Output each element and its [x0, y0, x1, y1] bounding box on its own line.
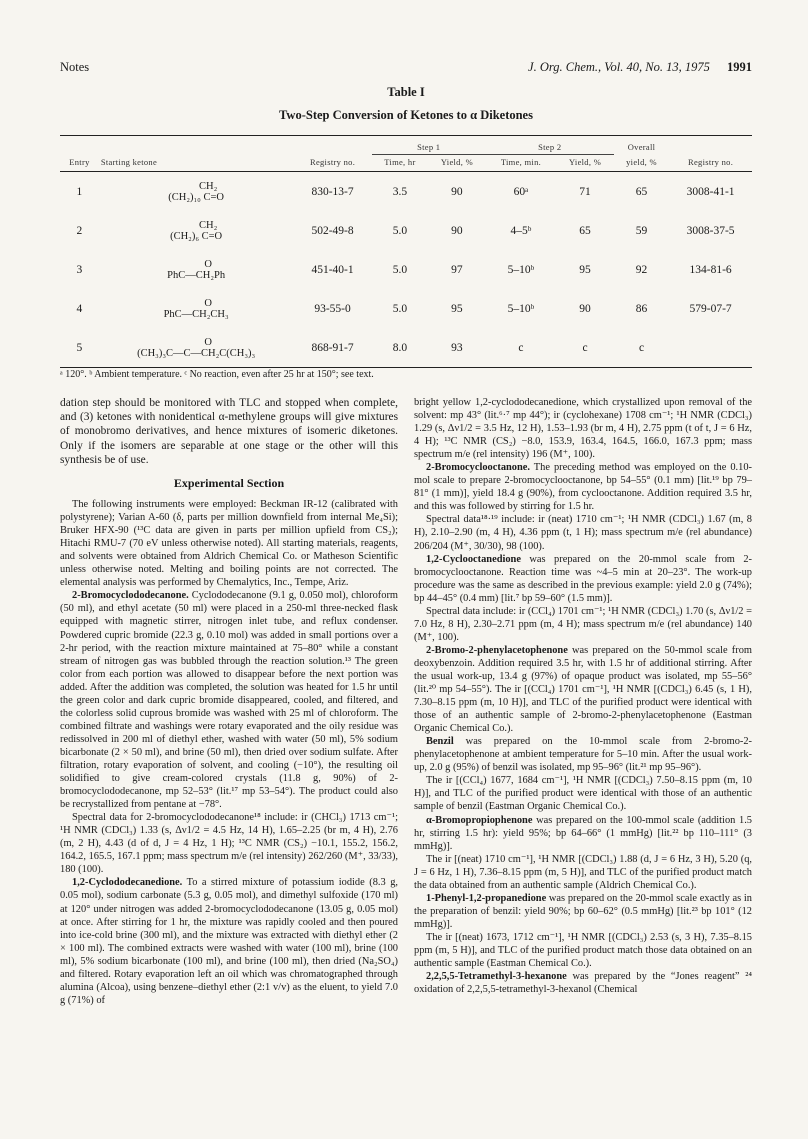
table-footnote: ᵃ 120°. ᵇ Ambient temperature. ᶜ No reaction, even after 25 hr at 150°; see text. — [60, 367, 752, 380]
paragraph: bright yellow 1,2-cyclododecanedione, which crystallized upon removal of the solvent: mp 43° (lit.⁶·⁷ mp 44°); ir (cyclohexane) 1708 cm⁻¹; ¹H NMR (CDCl₃) 1.29 (s, Δν1/2 = 3.5 Hz, 12 H), 1.53–1.93 (br m, 4 H), 2.75 ppm (t of t, J = 6 Hz, 4 H); ¹³C NMR (CS₂) −8.0, 153.9, 163.4, 164.5, 166.0, 167.3 ppm; mass spectrum m/e (rel intensity) 196 (M⁺, 100). — [414, 397, 752, 461]
paragraph: Spectral data¹⁸·¹⁹ include: ir (neat) 1710 cm⁻¹; ¹H NMR (CDCl₃) 1.67 (m, 8 H), 2.10–2.90 (m, 4 H), 4.36 ppm (t, 1 H); mass spectrum m/e (rel abundance) 206/204 (M⁺, 30/30), 98 (100). — [414, 514, 752, 552]
ketone-structure — [99, 328, 294, 367]
page-number: 1991 — [727, 60, 752, 74]
right-column — [414, 396, 752, 1007]
table-cell-y1: 97 — [451, 263, 463, 276]
compound-heading: 1-Phenyl-1,2-propanedione — [426, 892, 547, 904]
step2-header: Step 2 — [486, 136, 614, 155]
compound-heading: 1,2-Cyclododecanedione. — [72, 877, 183, 889]
paragraph: dation step should be monitored with TLC and stopped when complete, and (3) ketones with nonidentical α-methylene groups will give mixtures of monobromo derivatives, and hence mixtures of isomeric diketones. Only if the isomers are separable at one stage or the other will this synthesis be of use. — [60, 397, 398, 466]
table-cell-t1: 5.0 — [392, 224, 408, 237]
column-header: Yield, % — [556, 155, 614, 172]
table-cell-reg2 — [669, 328, 752, 367]
table-cell-overall: c — [638, 341, 645, 354]
compound-heading: 2-Bromocyclododecanone. — [72, 590, 189, 602]
table-cell-y2: 95 — [579, 263, 591, 276]
paragraph: The following instruments were employed: Beckman IR-12 (calibrated with polystyrene); Varian A-60 (δ, parts per million downfield from internal Me₄Si); Bruker HFX-90 (¹³C data are given in parts per million upfield from CS₂); Hitachi RMU-7 (70 eV unless otherwise noted). All starting materials, reagents, and solvents were obtained from Aldrich Chemical Co. or Matheson Scientific unless otherwise noted. Melting and boiling points are not corrected. The elemental analysis was performed by Chemalytics, Inc., Tempe, Ariz. — [60, 499, 398, 589]
column-header: Entry — [60, 155, 99, 172]
table-row — [60, 172, 752, 212]
table-cell-entry: 5 — [76, 341, 83, 354]
structure-formula: (CH₃)₃C—C—CH₂C(CH₃)₃ — [137, 347, 256, 359]
table-cell-overall: 59 — [635, 224, 648, 237]
table-cell-y2: c — [582, 341, 588, 354]
table-row — [60, 328, 752, 367]
table-cell-y1: 95 — [451, 302, 463, 315]
table-cell-entry: 3 — [76, 263, 83, 276]
table-cell-t1: 5.0 — [392, 263, 408, 276]
column-header: Registry no. — [669, 155, 752, 172]
table-cell-overall: 86 — [635, 302, 648, 315]
ketone-structure — [99, 211, 294, 250]
paragraph: Benzil was prepared on the 10-mmol scale from 2-bromo-2-phenylacetophenone at ambient temperature for 5–10 min. After the usual work-up, 2.0 g (95%) of benzil was isolated, mp 95–96° (lit.²¹ mp 95–96°). — [414, 736, 752, 774]
page-header — [60, 60, 752, 75]
column-header: Time, min. — [486, 155, 557, 172]
paragraph: The ir [(neat) 1710 cm⁻¹], ¹H NMR [(CDCl₃) 1.88 (d, J = 6 Hz, 3 H), 5.20 (q, J = 6 Hz, 1 H), 7.36–8.15 ppm (m, 5 H)], and TLC of the purified product match the data obtained from an authentic sample (Aldrich Chemical Co.). — [414, 853, 752, 891]
step1-header: Step 1 — [372, 136, 486, 155]
table-cell-reg: 830-13-7 — [311, 185, 354, 198]
paragraph: Spectral data include: ir (CCl₄) 1701 cm⁻¹; ¹H NMR (CDCl₃) 1.70 (s, Δν1/2 = 7.0 Hz, 8 H), 2.30–2.71 ppm (m, 4 H); mass spectrum m/e (rel abundance) 140 (M⁺, 100). — [414, 605, 752, 643]
compound-heading: 2,2,5,5-Tetramethyl-3-hexanone — [426, 971, 567, 983]
table-cell-y1: 90 — [451, 224, 463, 237]
compound-heading: α-Bromopropiophenone — [426, 814, 533, 826]
table-cell-y1: 93 — [451, 341, 463, 354]
table-cell-reg2: 134-81-6 — [689, 263, 732, 276]
compound-heading: 1,2-Cyclooctanedione — [426, 553, 521, 565]
paragraph: The ir [(neat) 1673, 1712 cm⁻¹], ¹H NMR [(CDCl₃) 2.53 (s, 3 H), 7.35–8.15 ppm (m, 5 H)], and TLC of the purified product match those data obtained on an authentic sample (Eastman Chemical Co.). — [414, 931, 752, 970]
structure-formula: (CH₂)₁₀ C=O — [168, 191, 224, 203]
paragraph: 1,2-Cyclododecanedione. To a stirred mixture of potassium iodide (8.3 g, 0.05 mol), sodium carbonate (5.3 g, 0.05 mol), and dimethyl sulfoxide (170 ml) at 120° under nitrogen was added 2-bromocyclododecanone (13.05 g, 0.05 mol) at once. After stirring for 1 hr, the mixture was rapidly cooled and then poured into ice-cold brine (300 ml), and the mixture was extracted with diethyl ether (2 × 100 ml). The combined extracts were washed with water (100 ml), brine (100 ml), 5% sodium bicarbonate (100 ml), and brine (100 ml), then dried (Na₂SO₄) and filtered. Rotary evaporation left an oil which was chromatographed through alumina (Alcoa), using benzene–diethyl ether (2:1 v/v) as the eluent, to yield 7.0 g (71%) of — [60, 877, 398, 1006]
table-cell-t2: 5–10ᵇ — [507, 302, 535, 315]
overall-header: Overall — [627, 142, 656, 153]
table-title: Two-Step Conversion of Ketones to α Diketones — [279, 108, 533, 122]
compound-heading: 2-Bromocyclooctanone. — [426, 462, 530, 474]
paragraph: 2-Bromocyclododecanone. Cyclododecanone (9.1 g, 0.050 mol), chloroform (50 ml), and ethyl acetate (50 ml) were placed in a 250-ml three-necked flask equipped with magnetic stirrer, nitrogen inlet tube, and reflux condenser. Powdered cupric bromide (22.3 g, 0.10 mol) was added in small portions over a 2-hr period, with the reaction mixture maintained at 75–80° while a constant stream of nitrogen gas was bubbled through the reaction solution.¹³ The green color from each portion was allowed to disappear before the next portion was added. After the addition was completed, the solution was heated for 1.5 hr until the green color and dark cupric bromide disappeared, cooled, and filtered, and the colorless solid cuprous bromide was washed with 25 ml of chloroform. The combined filtrate and washings were rotary evaporated and the oily residue was redissolved in 200 ml of diethyl ether, washed with water (50 ml), 5% sodium bicarbonate (2 × 50 ml), and brine (50 ml), then dried over sodium sulfate. After filtration, rotary evaporation of solvent, and cooling (−10°), the resulting oil solidified to give cream-colored crystals (11.8 g, 90%) of 2-bromocyclododecanone, mp 52–53° (lit.¹⁷ mp 53–54°). The product could also be recrystallized from pentane at −78°. — [60, 590, 398, 811]
journal-page — [60, 60, 752, 1007]
compound-heading: Benzil — [426, 736, 454, 748]
ketone-structure — [99, 289, 294, 328]
structure-substituent: CH₂ — [199, 180, 218, 192]
table-cell-entry: 4 — [76, 302, 83, 315]
ketone-structure — [99, 250, 294, 289]
paragraph: 2,2,5,5-Tetramethyl-3-hexanone was prepared by the “Jones reagent” ²⁴ oxidation of 2,2,5,5-tetramethyl-3-hexanol (Chemical — [414, 971, 752, 996]
table-cell-t1: 8.0 — [392, 341, 408, 354]
table-cell-t2: 60ᵃ — [513, 185, 529, 198]
section-heading: Experimental Section — [173, 476, 285, 491]
paragraph: 2-Bromo-2-phenylacetophenone was prepared on the 50-mmol scale from deoxybenzoin. Addition required 3.5 hr, with 1.5 hr of additional stirring. After the usual work-up, 13.4 g (97%) of opaque product was isolated, mp 55–56° (lit.²⁰ mp 54–55°). The ir [(CCl₄) 1701 cm⁻¹], ¹H NMR [(CDCl₃) 6.45 (s, 1 H), 7.30–8.15 ppm (m, 10 H)], and TLC of the purified product were identical with those of an authentic sample of 2-bromo-2-phenylacetophenone (Eastman Organic Chemical Co.). — [414, 644, 752, 735]
structure-substituent: O — [204, 336, 212, 348]
paragraph: 2-Bromocyclooctanone. The preceding method was employed on the 0.10-mol scale to prepare 2-bromocyclooctanone, bp 54–55° (0.1 mm) [lit.¹⁹ bp 79–81° (1 mm)], yield 18.4 g (90%), from cyclooctanone. Addition required 3.5 hr, and this was followed by stirring for 1.5 hr. — [414, 462, 752, 513]
table-cell-y2: 65 — [579, 224, 591, 237]
table-cell-reg2: 3008-37-5 — [686, 224, 735, 237]
structure-formula: (CH₂)₆ C=O — [170, 230, 223, 242]
ketone-structure — [99, 172, 294, 212]
structure-substituent: CH₂ — [199, 219, 218, 231]
paragraph: Spectral data for 2-bromocyclododecanone¹⁸ include: ir (CHCl₃) 1713 cm⁻¹; ¹H NMR (CDCl₃) 1.33 (s, Δν1/2 = 4.5 Hz, 14 H), 1.65–2.25 (br m, 4 H), 2.76 (m, 2 H), 4.43 (d of d, J = 4 Hz, 1 H); ¹³C NMR (CS₂) −10.1, 155.2, 156.2, 164.2, 165.5, 167.1 ppm; mass spectrum m/e (rel intensity) 262/260 (M⁺, 33/33), 180 (100). — [60, 812, 398, 876]
table-label: Table I — [387, 85, 425, 99]
paragraph: 1,2-Cyclooctanedione was prepared on the 20-mmol scale from 2-bromocyclooctanone. Reaction time was ~4–5 min at 20–23°. The work-up procedure was the same as described in the previous example: yield 2.0 g (74%); bp 44–45° (0.4 mm) [lit.⁷ bp 59–60° (1.5 mm)]. — [414, 553, 752, 604]
structure-substituent: O — [204, 297, 212, 309]
table-cell-reg2: 579-07-7 — [689, 302, 732, 315]
column-header: Time, hr — [372, 155, 428, 172]
table-cell-reg: 451-40-1 — [311, 263, 354, 276]
table-row — [60, 211, 752, 250]
table-cell-y2: 71 — [579, 185, 591, 198]
section-label: Notes — [60, 60, 90, 74]
table-cell-entry: 2 — [76, 224, 83, 237]
paragraph: α-Bromopropiophenone was prepared on the 100-mmol scale (addition 1.5 hr, stirring 1.5 hr): yield 95%; bp 64–66° (1 mmHg) [lit.²² bp 110–111° (3 mmHg)]. — [414, 814, 752, 852]
table-cell-overall: 65 — [635, 185, 648, 198]
table-cell-overall: 92 — [635, 263, 648, 276]
left-column — [60, 396, 398, 1007]
column-header: Registry no. — [293, 155, 371, 172]
journal-citation: J. Org. Chem., Vol. 40, No. 13, 1975 — [528, 60, 710, 74]
table-cell-reg2: 3008-41-1 — [686, 185, 735, 198]
structure-substituent: O — [204, 258, 212, 270]
table-cell-reg: 93-55-0 — [314, 302, 351, 315]
column-header: yield, % — [614, 155, 669, 172]
column-header: Yield, % — [428, 155, 486, 172]
compound-heading: 2-Bromo-2-phenylacetophenone — [426, 644, 568, 656]
table-cell-t1: 5.0 — [392, 302, 408, 315]
structure-formula: PhC—CH₂CH₃ — [163, 308, 229, 320]
table-cell-t2: c — [518, 341, 524, 354]
table-cell-t1: 3.5 — [392, 185, 408, 198]
table-cell-reg: 868-91-7 — [311, 341, 354, 354]
table-row — [60, 289, 752, 328]
table-cell-entry: 1 — [76, 185, 83, 198]
table-cell-t2: 5–10ᵇ — [507, 263, 535, 276]
paragraph: 1-Phenyl-1,2-propanedione was prepared on the 20-mmol scale exactly as in the preparation of benzil: yield 90%; bp 60–62° (0.5 mmHg) [lit.²³ bp 101° (12 mmHg)]. — [414, 892, 752, 930]
table-cell-t2: 4–5ᵇ — [510, 224, 532, 237]
structure-formula: PhC—CH₂Ph — [167, 269, 226, 281]
paragraph: The ir [(CCl₄) 1677, 1684 cm⁻¹], ¹H NMR [(CDCl₃) 7.50–8.15 ppm (m, 10 H)], and TLC of the purified product were identical with those of an authentic sample of benzil (Eastman Organic Chemical Co.). — [414, 775, 752, 813]
table-cell-y2: 90 — [579, 302, 591, 315]
data-table — [60, 135, 752, 367]
table-cell-reg: 502-49-8 — [311, 224, 354, 237]
table-row — [60, 250, 752, 289]
column-header: Starting ketone — [99, 155, 294, 172]
table-cell-y1: 90 — [451, 185, 463, 198]
